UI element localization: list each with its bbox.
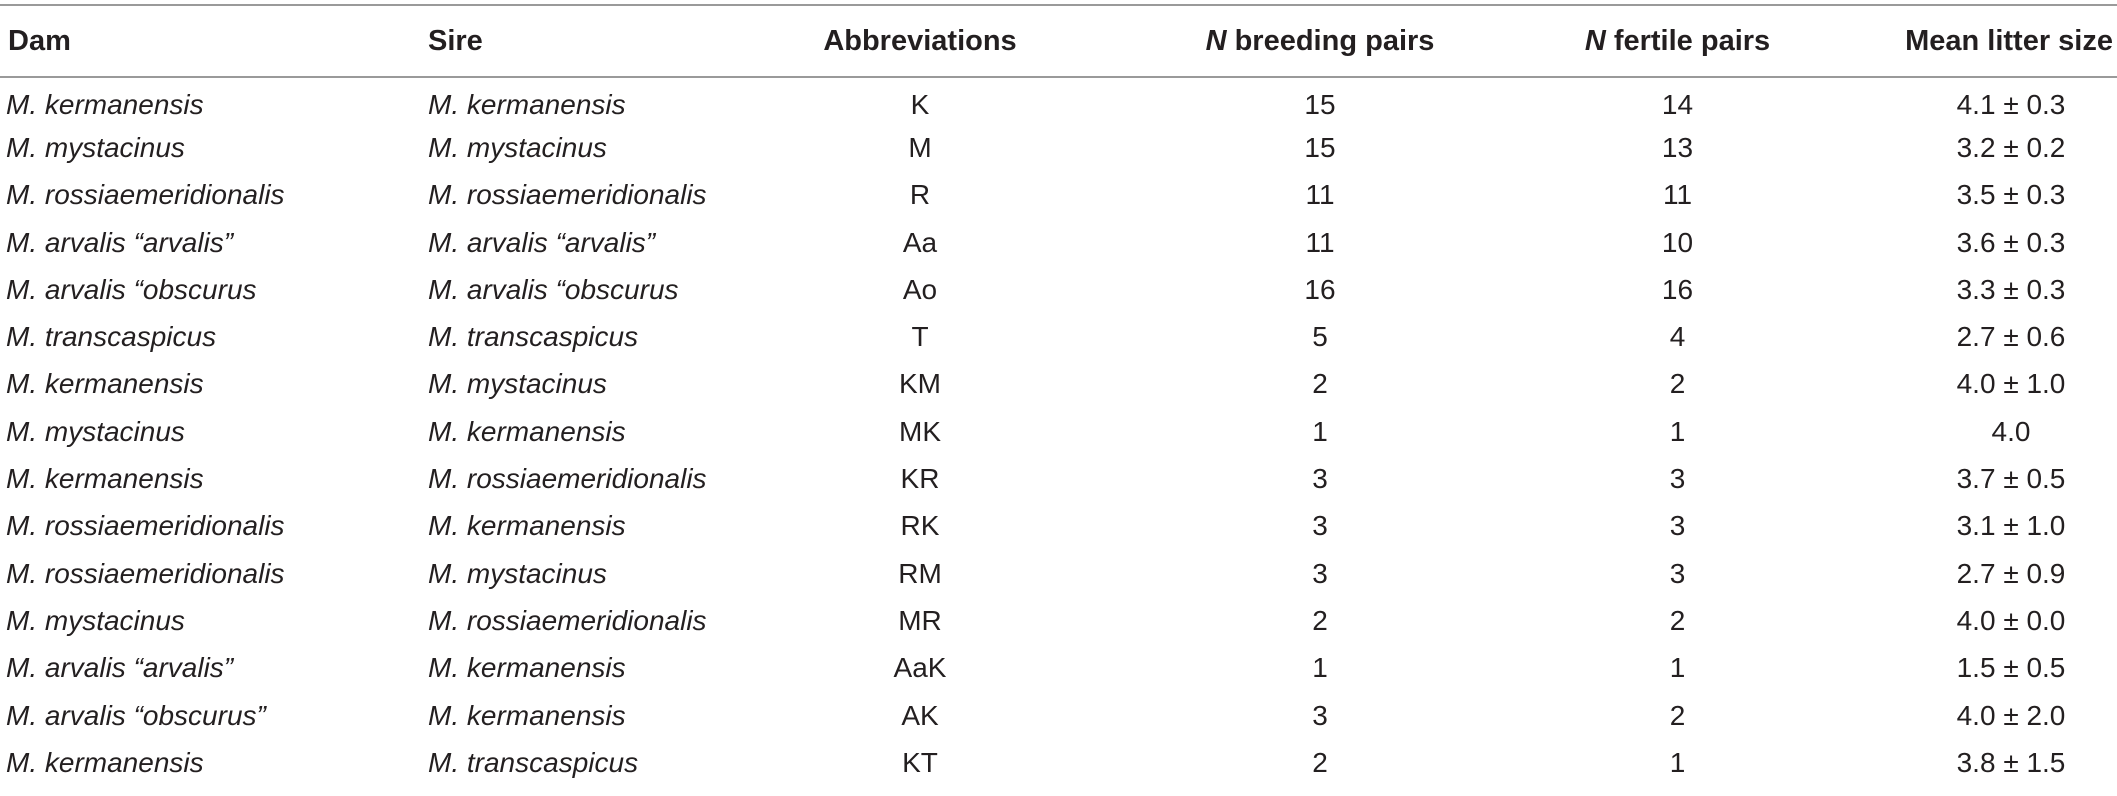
cell-dam: M. arvalis “obscurus	[6, 273, 257, 305]
cell-abbreviation: M	[908, 131, 932, 163]
cell-dam: M. rossiaemeridionalis	[6, 510, 285, 542]
cell-n-fertile-pairs: 14	[1661, 89, 1694, 121]
cell-dam: M. kermanensis	[6, 368, 204, 400]
cell-n-breeding-pairs: 3	[1312, 510, 1328, 542]
table-row	[0, 313, 2117, 360]
cell-mean-litter-size: 3.3 ± 0.3	[1956, 273, 2066, 305]
header-n-breeding-n: N	[1205, 24, 1227, 57]
cell-n-breeding-pairs: 5	[1312, 321, 1328, 353]
cell-dam: M. rossiaemeridionalis	[6, 179, 285, 211]
header-dam: Dam	[0, 5, 425, 77]
cell-n-fertile-pairs: 2	[1669, 604, 1686, 636]
header-abbreviations: Abbreviations	[805, 5, 1150, 77]
cell-mean-litter-size: 4.0	[1991, 415, 2031, 447]
cell-n-breeding-pairs: 3	[1312, 557, 1328, 589]
table-row	[0, 550, 2117, 597]
header-n-breeding-text: breeding pairs	[1226, 24, 1435, 57]
cell-n-fertile-pairs: 2	[1669, 368, 1686, 400]
cell-mean-litter-size: 4.0 ± 0.0	[1956, 604, 2066, 636]
header-sire: Sire	[425, 5, 805, 77]
cell-sire: M. mystacinus	[428, 131, 607, 163]
cell-mean-litter-size: 1.5 ± 0.5	[1956, 652, 2066, 684]
cell-mean-litter-size: 3.5 ± 0.3	[1956, 179, 2066, 211]
cell-mean-litter-size: 3.6 ± 0.3	[1956, 226, 2066, 258]
header-n-breeding-pairs	[1150, 5, 1510, 77]
cell-abbreviation: RK	[900, 510, 940, 542]
cell-sire: M. rossiaemeridionalis	[428, 463, 707, 495]
breeding-table	[0, 4, 2117, 786]
cell-sire: M. transcaspicus	[428, 321, 639, 353]
cell-mean-litter-size: 3.1 ± 1.0	[1956, 510, 2066, 542]
cell-abbreviation: MK	[899, 415, 941, 447]
cell-abbreviation: AK	[901, 699, 939, 731]
cell-sire: M. mystacinus	[428, 368, 607, 400]
cell-sire: M. kermanensis	[428, 415, 626, 447]
cell-abbreviation: KM	[899, 368, 941, 400]
table-row	[0, 266, 2117, 313]
cell-abbreviation: K	[910, 89, 930, 121]
cell-mean-litter-size: 4.1 ± 0.3	[1956, 89, 2066, 121]
cell-n-fertile-pairs: 16	[1661, 273, 1694, 305]
cell-sire: M. kermanensis	[428, 89, 626, 121]
cell-n-breeding-pairs: 1	[1312, 415, 1328, 447]
cell-n-fertile-pairs: 3	[1669, 510, 1686, 542]
cell-n-fertile-pairs: 3	[1669, 463, 1686, 495]
cell-abbreviation: MR	[898, 604, 942, 636]
cell-sire: M. transcaspicus	[428, 746, 639, 778]
cell-abbreviation: AaK	[893, 652, 947, 684]
cell-dam: M. kermanensis	[6, 89, 204, 121]
table-row	[0, 408, 2117, 455]
cell-dam: M. mystacinus	[6, 415, 185, 447]
cell-n-fertile-pairs: 2	[1669, 699, 1686, 731]
cell-abbreviation: Ao	[902, 273, 938, 305]
cell-dam: M. kermanensis	[6, 746, 204, 778]
cell-sire: M. arvalis “obscurus	[428, 273, 679, 305]
table-row	[0, 361, 2117, 408]
table-row	[0, 455, 2117, 502]
cell-abbreviation: T	[911, 321, 929, 353]
table-row	[0, 124, 2117, 171]
table-row	[0, 503, 2117, 550]
cell-n-fertile-pairs: 10	[1661, 226, 1694, 258]
cell-mean-litter-size: 3.8 ± 1.5	[1956, 746, 2066, 778]
cell-sire: M. rossiaemeridionalis	[428, 604, 707, 636]
cell-n-breeding-pairs: 2	[1312, 746, 1328, 778]
cell-dam: M. kermanensis	[6, 463, 204, 495]
cell-dam: M. mystacinus	[6, 131, 185, 163]
cell-abbreviation: R	[909, 179, 931, 211]
table-row	[0, 597, 2117, 644]
cell-abbreviation: KT	[902, 746, 938, 778]
cell-n-fertile-pairs: 1	[1669, 652, 1686, 684]
cell-dam: M. arvalis “arvalis”	[6, 226, 234, 258]
cell-n-breeding-pairs: 1	[1312, 652, 1328, 684]
cell-sire: M. kermanensis	[428, 699, 626, 731]
cell-mean-litter-size: 4.0 ± 2.0	[1956, 699, 2066, 731]
cell-n-breeding-pairs: 3	[1312, 463, 1328, 495]
cell-n-breeding-pairs: 11	[1305, 179, 1335, 211]
table-row	[0, 172, 2117, 219]
cell-sire: M. kermanensis	[428, 510, 626, 542]
cell-mean-litter-size: 2.7 ± 0.9	[1956, 557, 2066, 589]
table-header	[0, 5, 2117, 77]
table-row	[0, 692, 2117, 739]
cell-n-fertile-pairs: 13	[1661, 131, 1694, 163]
table-row	[0, 645, 2117, 692]
cell-sire: M. arvalis “arvalis”	[428, 226, 656, 258]
cell-sire: M. mystacinus	[428, 557, 607, 589]
table-row	[0, 77, 2117, 124]
header-row	[0, 5, 2117, 77]
cell-dam: M. rossiaemeridionalis	[6, 557, 285, 589]
cell-dam: M. arvalis “obscurus”	[6, 699, 266, 731]
cell-sire: M. rossiaemeridionalis	[428, 179, 707, 211]
cell-n-fertile-pairs: 4	[1669, 321, 1686, 353]
cell-n-breeding-pairs: 15	[1304, 131, 1336, 163]
cell-dam: M. mystacinus	[6, 604, 185, 636]
table-row	[0, 219, 2117, 266]
cell-mean-litter-size: 4.0 ± 1.0	[1956, 368, 2066, 400]
cell-n-fertile-pairs: 1	[1669, 746, 1686, 778]
header-mean-litter-size: Mean litter size	[1865, 5, 2117, 77]
cell-dam: M. arvalis “arvalis”	[6, 652, 234, 684]
cell-n-breeding-pairs: 11	[1305, 226, 1335, 258]
cell-n-breeding-pairs: 15	[1304, 89, 1336, 121]
cell-n-fertile-pairs: 3	[1669, 557, 1686, 589]
cell-abbreviation: KR	[900, 463, 940, 495]
cell-mean-litter-size: 3.7 ± 0.5	[1956, 463, 2066, 495]
header-n-fertile-n: N	[1584, 24, 1606, 57]
table-row	[0, 739, 2117, 786]
header-n-fertile-text: fertile pairs	[1605, 24, 1771, 57]
header-n-fertile-pairs	[1510, 5, 1865, 77]
table-body	[0, 77, 2117, 786]
cell-mean-litter-size: 3.2 ± 0.2	[1956, 131, 2066, 163]
cell-mean-litter-size: 2.7 ± 0.6	[1956, 321, 2066, 353]
cell-n-breeding-pairs: 2	[1312, 604, 1328, 636]
cell-n-fertile-pairs: 1	[1669, 415, 1686, 447]
cell-sire: M. kermanensis	[428, 652, 626, 684]
cell-abbreviation: Aa	[902, 226, 938, 258]
cell-abbreviation: RM	[898, 557, 942, 589]
cell-dam: M. transcaspicus	[6, 321, 217, 353]
cell-n-fertile-pairs: 11	[1662, 179, 1693, 211]
cell-n-breeding-pairs: 3	[1312, 699, 1328, 731]
cell-n-breeding-pairs: 2	[1312, 368, 1328, 400]
cell-n-breeding-pairs: 16	[1304, 273, 1336, 305]
